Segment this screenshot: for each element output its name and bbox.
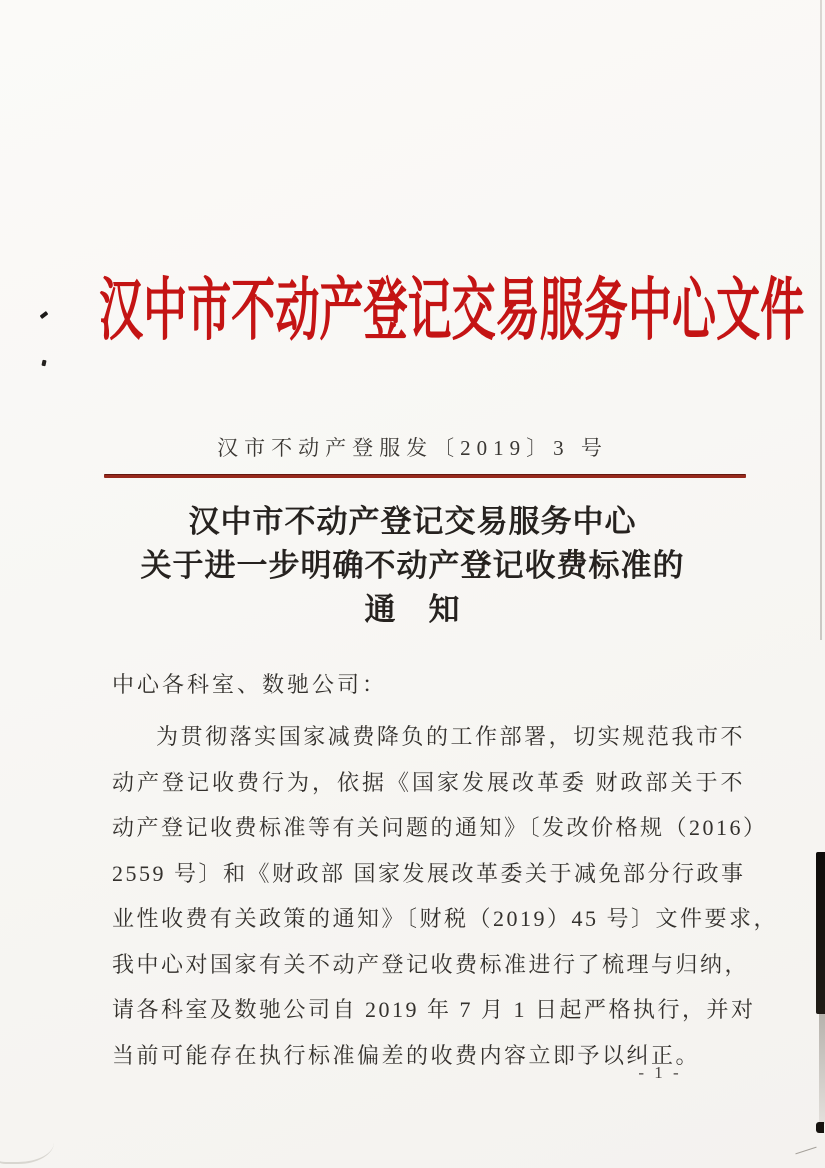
scan-dark-edge-band xyxy=(816,852,825,1014)
scan-edge-dot xyxy=(816,1122,824,1133)
page-number: - 1 - xyxy=(638,1063,682,1082)
body-line: 2559 号〕和《财政部 国家发展改革委关于减免部分行政事 xyxy=(112,860,746,886)
scan-edge-shadow xyxy=(819,1014,825,1124)
body-paragraph xyxy=(112,714,779,1078)
scan-crease-mark xyxy=(0,1128,54,1164)
body-line: 我中心对国家有关不动产登记收费标准进行了梳理与归纳， xyxy=(112,951,750,977)
body-line: 动产登记收费行为，依据《国家发展改革委 财政部关于不 xyxy=(112,769,745,795)
body-line: 当前可能存在执行标准偏差的收费内容立即予以纠正。 xyxy=(112,1042,701,1068)
scan-page-edge-line xyxy=(820,0,822,640)
notice-title-line-3: 通 知 xyxy=(364,592,461,627)
body-line: 为贯彻落实国家减费降负的工作部署，切实规范我市不 xyxy=(156,724,745,749)
body-line: 请各科室及数驰公司自 2019 年 7 月 1 日起严格执行，并对 xyxy=(112,997,756,1022)
body-line: 业性收费有关政策的通知》〔财税（2019）45 号〕文件要求， xyxy=(112,906,779,931)
red-separator-line xyxy=(104,474,746,478)
scan-speck-mark xyxy=(40,311,49,319)
body-line: 动产登记收费标准等有关问题的通知》〔发改价格规（2016） xyxy=(112,815,768,840)
notice-title-line-1: 汉中市不动产登记交易服务中心 xyxy=(188,504,637,539)
scan-speck-mark xyxy=(41,360,46,367)
notice-title-line-2: 关于进一步明确不动产登记收费标准的 xyxy=(140,548,685,583)
salutation: 中心各科室、数驰公司： xyxy=(112,672,388,697)
notice-title xyxy=(60,500,765,632)
document-number: 汉市不动产登服发〔2019〕3 号 xyxy=(217,436,608,460)
scan-crease-mark xyxy=(795,1147,816,1155)
letterhead-title: 汉中市不动产登记交易服务中心文件 xyxy=(99,272,805,349)
